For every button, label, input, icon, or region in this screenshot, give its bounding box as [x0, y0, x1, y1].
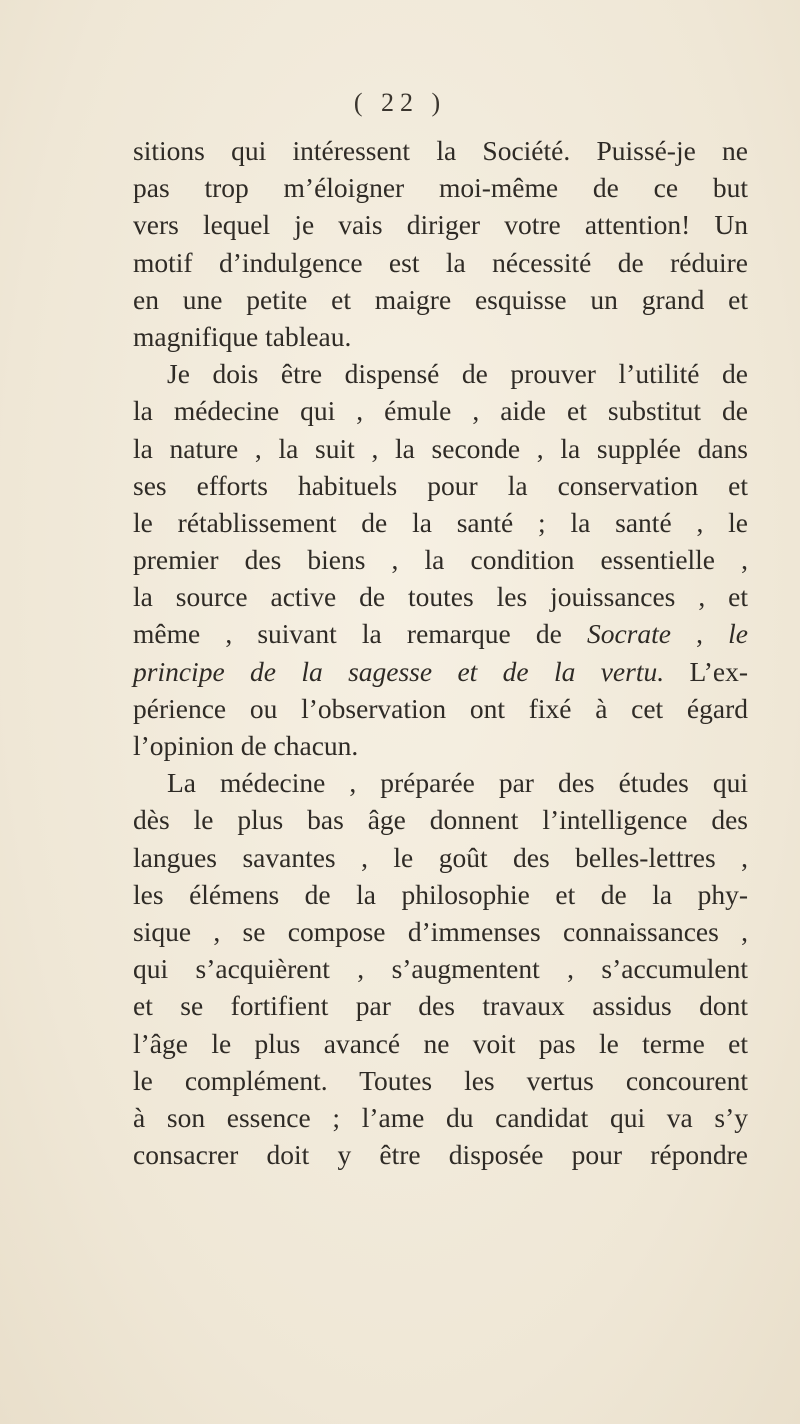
text-line: l’âge le plus avancé ne voit pas le terme et: [133, 1027, 748, 1059]
text-line: motif d’indulgence est la nécessité de réduire: [133, 246, 748, 278]
paragraph-start: Je dois être dispensé de prouver l’utilité de: [167, 358, 748, 390]
text-line: [133, 653, 748, 690]
page-number: ( 22 ): [353, 88, 447, 117]
text-line: vers lequel je vais diriger votre attention! Un: [133, 209, 748, 241]
text-line: langues savantes , le goût des belles-lettres ,: [133, 841, 748, 873]
text-line: qui s’acquièrent , s’augmentent , s’accumulent: [133, 953, 748, 985]
text-line: dès le plus bas âge donnent l’intelligence des: [133, 804, 748, 836]
italic-quote: principe de la sagesse et de la vertu.: [133, 655, 665, 687]
text-line: le rétablissement de la santé ; la santé , le: [133, 506, 748, 538]
text-line: périence ou l’observation ont fixé à cet égard: [133, 692, 748, 724]
text-line: et se fortifient par des travaux assidus dont: [133, 990, 748, 1022]
text-line: la nature , la suit , la seconde , la supplée dans: [133, 432, 748, 464]
text-line: [133, 615, 748, 652]
italic-quote-start: le: [728, 618, 748, 650]
text-line: à son essence ; l’ame du candidat qui va s’y: [133, 1101, 748, 1133]
text-run: ,: [670, 618, 729, 650]
text-line: sitions qui intéressent la Société. Puissé-je ne: [133, 135, 748, 166]
text-line: ses efforts habituels pour la conservation et: [133, 469, 748, 501]
text-line: la source active de toutes les jouissances , et: [133, 581, 748, 613]
text-line: en une petite et maigre esquisse un grand et: [133, 283, 748, 315]
text-run: L’ex-: [664, 655, 748, 687]
text-line: le complément. Toutes les vertus concourent: [133, 1064, 748, 1096]
text-run: même , suivant la remarque de: [133, 618, 587, 650]
text-line: les élémens de la philosophie et de la phy-: [133, 878, 748, 910]
text-line: l’opinion de chacun.: [133, 730, 359, 761]
text-line: sique , se compose d’immenses connaissances ,: [133, 915, 748, 947]
text-line: magnifique tableau.: [133, 320, 352, 352]
body-text: [133, 132, 748, 1173]
text-line: consacrer doit y être disposée pour répondre: [133, 1139, 748, 1171]
italic-name-socrate: Socrate: [586, 618, 671, 650]
text-line: pas trop m’éloigner moi-même de ce but: [133, 172, 748, 204]
text-line: premier des biens , la condition essentielle ,: [133, 544, 748, 576]
text-line: la médecine qui , émule , aide et substitut de: [133, 395, 748, 427]
paragraph-start: La médecine , préparée par des études qui: [167, 767, 748, 799]
